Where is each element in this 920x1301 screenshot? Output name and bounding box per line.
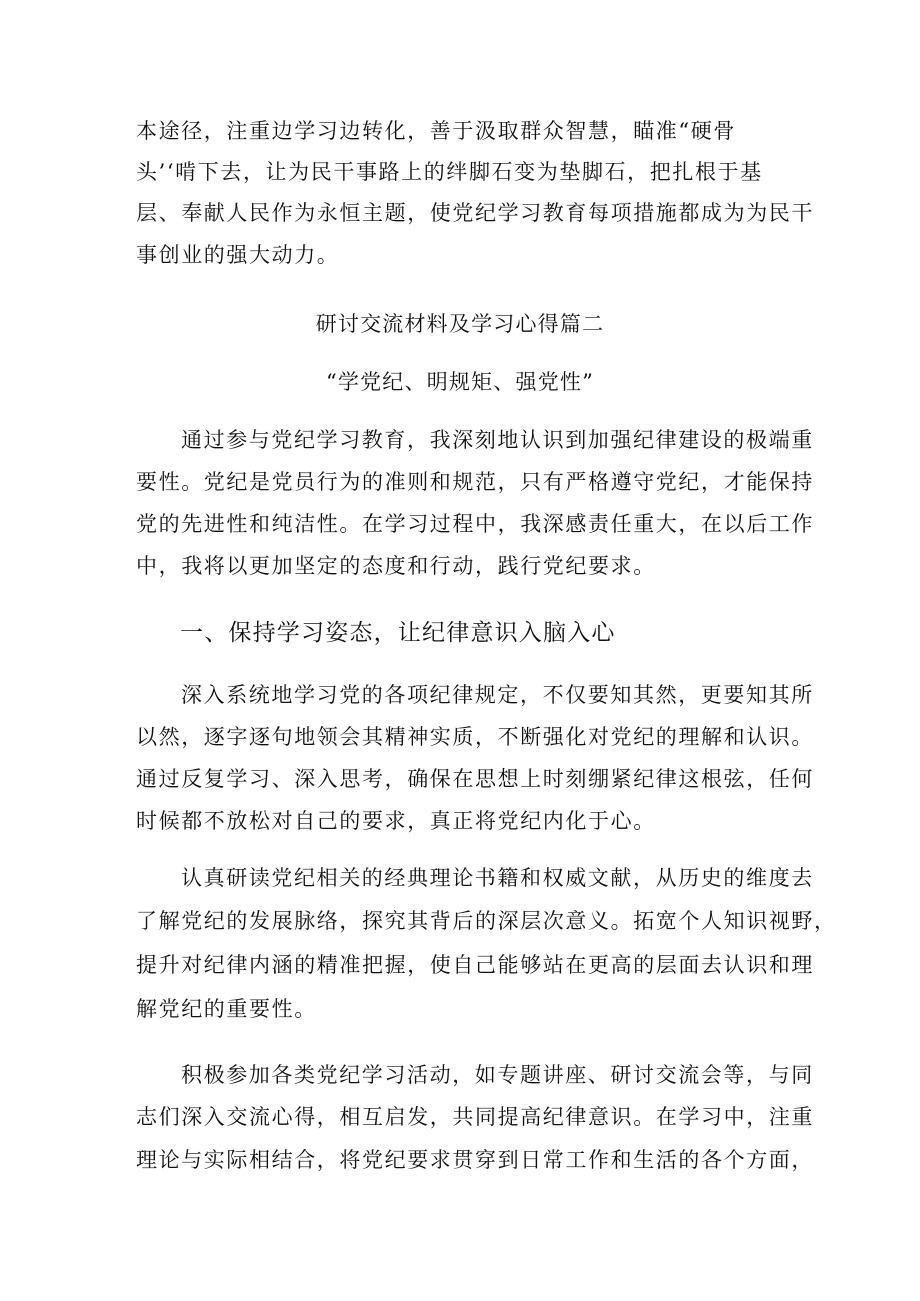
- para1-line-2: 以然，逐字逐句地领会其精神实质，不断强化对党纪的理解和认识。: [136, 725, 814, 749]
- document-title: 研讨交流材料及学习心得篇二: [315, 312, 605, 336]
- continuation-line-1: 本途径，注重边学习边转化，善于汲取群众智慧，瞄准“硬骨: [136, 119, 736, 143]
- para1-line-4: 时候都不放松对自己的要求，真正将党纪内化于心。: [136, 809, 656, 833]
- intro-line-1: 通过参与党纪学习教育，我深刻地认识到加强纪律建设的极端重: [181, 428, 814, 452]
- para2-line-4: 解党纪的重要性。: [136, 997, 317, 1021]
- intro-line-3: 党的先进性和纯洁性。在学习过程中，我深感责任重大，在以后工作: [136, 512, 814, 536]
- document-subtitle: “学党纪、明规矩、强党性”: [325, 370, 595, 394]
- continuation-line-2: 头’‘啃下去，让为民干事路上的绊脚石变为垫脚石，把扎根于基: [136, 160, 763, 184]
- para3-line-3: 理论与实际相结合，将党纪要求贯穿到日常工作和生活的各个方面，: [136, 1148, 814, 1172]
- para2-line-3: 提升对纪律内涵的精准把握，使自己能够站在更高的层面去认识和理: [136, 953, 814, 977]
- intro-line-4: 中，我将以更加坚定的态度和行动，践行党纪要求。: [136, 554, 656, 578]
- para1-line-3: 通过反复学习、深入思考，确保在思想上时刻绷紧纪律这根弦，任何: [136, 767, 814, 791]
- para2-line-2: 了解党纪的发展脉络，探究其背后的深层次意义。拓宽个人知识视野，: [136, 909, 837, 933]
- para3-line-2: 志们深入交流心得，相互启发，共同提高纪律意识。在学习中，注重: [136, 1105, 814, 1129]
- para3-line-1: 积极参加各类党纪学习活动，如专题讲座、研讨交流会等，与同: [181, 1063, 814, 1087]
- continuation-line-3: 层、奉献人民作为永恒主题，使党纪学习教育每项措施都成为为民干: [136, 201, 814, 225]
- continuation-line-4: 事创业的强大动力。: [136, 243, 340, 267]
- para1-line-1: 深入系统地学习党的各项纪律规定，不仅要知其然，更要知其所: [181, 683, 814, 707]
- section-heading: 一、保持学习姿态，让纪律意识入脑入心: [180, 620, 616, 646]
- intro-line-2: 要性。党纪是党员行为的准则和规范，只有严格遵守党纪，才能保持: [136, 470, 814, 494]
- para2-line-1: 认真研读党纪相关的经典理论书籍和权威文献，从历史的维度去: [181, 866, 814, 890]
